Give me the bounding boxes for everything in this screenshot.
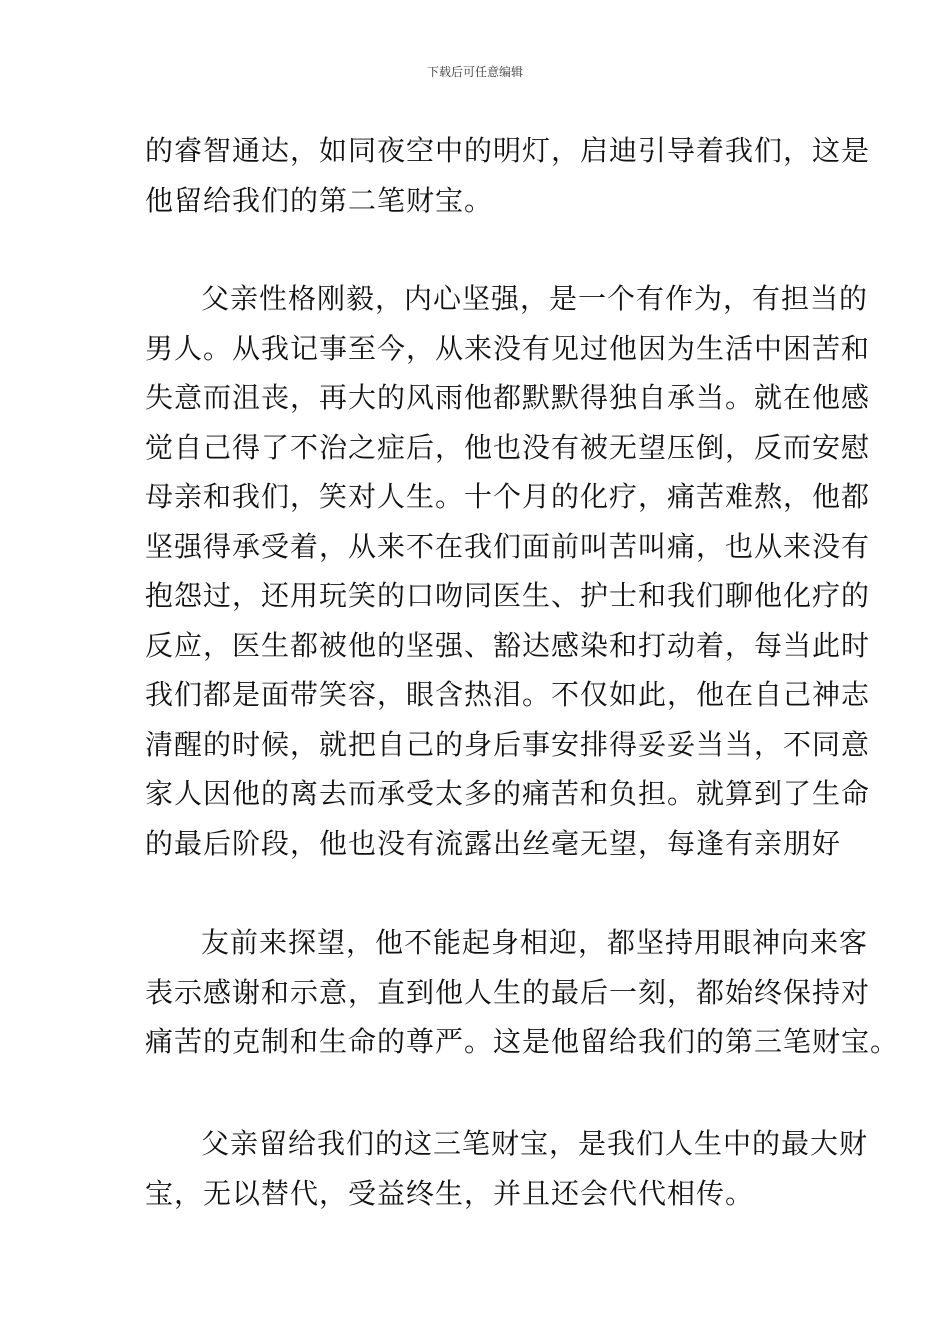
paragraph-1 [145,126,871,225]
text-line: 友前来探望，他不能起身相迎，都坚持用眼神向来客 [201,926,869,959]
text-line: 父亲性格刚毅，内心坚强，是一个有作为，有担当的 [201,282,869,315]
paragraph-3 [145,918,900,1067]
text-line: 的最后阶段，他也没有流露出丝毫无望，每逢有亲朋好 [145,826,842,860]
text-line: 的睿智通达，如同夜空中的明灯，启迪引导着我们，这是 [145,134,871,167]
text-line: 反应，医生都被他的坚强、豁达感染和打动着，每当此时 [145,628,871,662]
text-line: 表示感谢和示意，直到他人生的最后一刻，都始终保持对 [145,975,871,1009]
text-line: 痛苦的克制和生命的尊严。这是他留给我们的第三笔财宝。 [145,1025,900,1058]
paragraph-4 [145,1119,869,1218]
text-line: 宝，无以替代，受益终生，并且还会代代相传。 [145,1176,755,1210]
paragraph-2 [145,274,871,868]
page-header: 下载后可任意编辑 [426,65,523,79]
text-line: 我们都是面带笑容，眼含热泪。不仅如此，他在自己神志 [145,678,871,711]
text-line: 坚强得承受着，从来不在我们面前叫苦叫痛，也从来没有 [145,529,871,563]
text-line: 抱怨过，还用玩笑的口吻同医生、护士和我们聊他化疗的 [145,579,871,612]
text-line: 母亲和我们，笑对人生。十个月的化疗，痛苦难熬，他都 [145,480,871,513]
text-line: 觉自己得了不治之症后，他也没有被无望压倒，反而安慰 [145,430,871,464]
text-line: 清醒的时候，就把自己的身后事安排得妥妥当当，不同意 [145,727,871,761]
text-line: 家人因他的离去而承受太多的痛苦和负担。就算到了生命 [145,777,871,810]
text-line: 父亲留给我们的这三笔财宝，是我们人生中的最大财 [201,1127,869,1160]
text-line: 男人。从我记事至今，从来没有见过他因为生活中困苦和 [145,331,871,365]
text-line: 失意而沮丧，再大的风雨他都默默得独自承当。就在他感 [145,381,871,414]
text-line: 他留给我们的第二笔财宝。 [145,183,494,217]
